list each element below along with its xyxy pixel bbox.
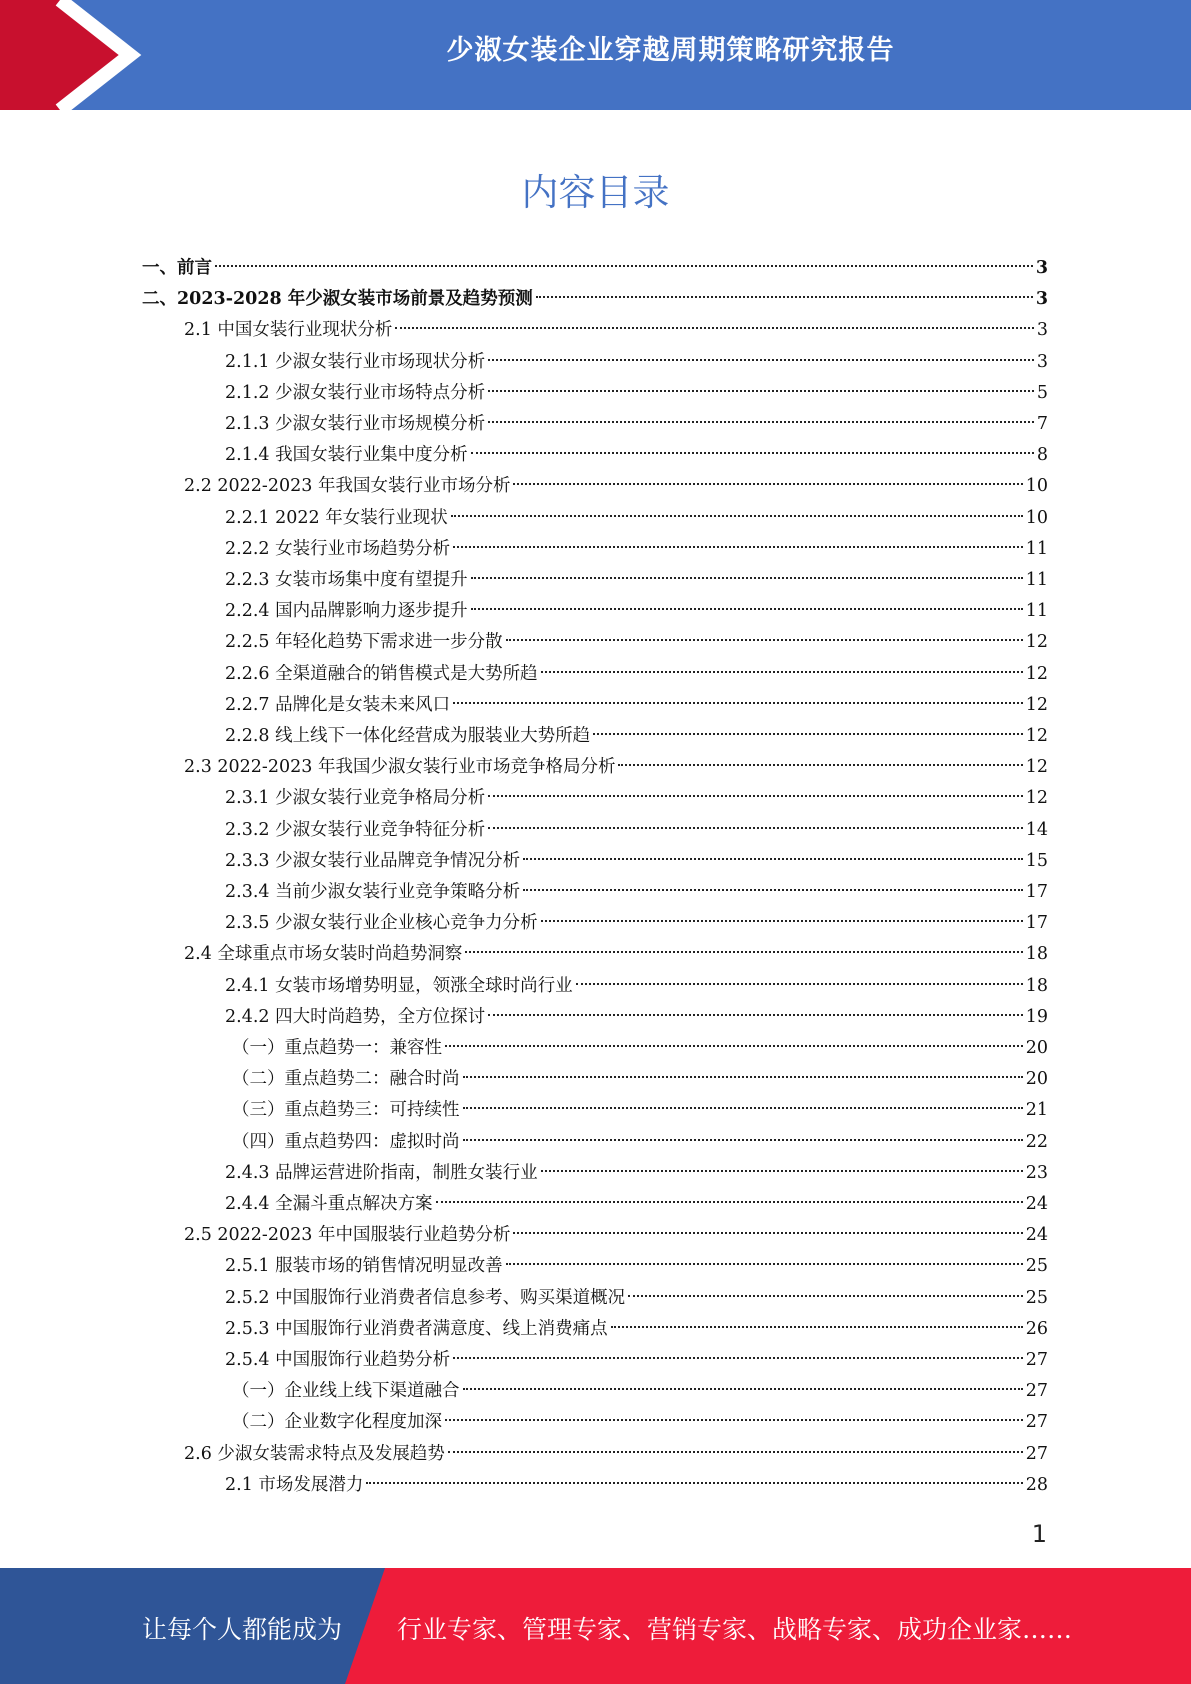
toc-entry-title: 2.1.2 少淑女装行业市场特点分析 bbox=[225, 382, 486, 403]
toc-dot-leader bbox=[488, 421, 1034, 423]
toc-entry-page: 18 bbox=[1025, 944, 1048, 965]
toc-dot-leader bbox=[445, 1419, 1023, 1421]
toc-entry-title: 2.4 全球重点市场女装时尚趋势洞察 bbox=[184, 944, 463, 965]
toc-entry[interactable] bbox=[232, 1033, 1048, 1064]
toc-entry[interactable] bbox=[225, 565, 1048, 596]
toc-entry[interactable] bbox=[225, 783, 1048, 814]
toc-entry-page: 10 bbox=[1025, 507, 1048, 528]
toc-entry-page: 5 bbox=[1036, 382, 1048, 403]
toc-dot-leader bbox=[628, 1295, 1023, 1297]
toc-dot-leader bbox=[463, 1076, 1023, 1078]
toc-entry[interactable] bbox=[225, 877, 1048, 908]
toc-dot-leader bbox=[453, 1357, 1023, 1359]
toc-entry[interactable] bbox=[225, 659, 1048, 690]
toc-entry[interactable] bbox=[184, 315, 1048, 346]
toc-entry-page: 20 bbox=[1025, 1038, 1048, 1058]
toc-dot-leader bbox=[488, 1014, 1023, 1016]
toc-entry-page: 27 bbox=[1025, 1412, 1048, 1433]
toc-entry-title: 2.4.3 品牌运营进阶指南，制胜女装行业 bbox=[225, 1162, 538, 1183]
toc-entry-title: 2.5.2 中国服饰行业消费者信息参考、购买渠道概况 bbox=[225, 1287, 626, 1308]
toc-entry[interactable] bbox=[225, 347, 1048, 378]
toc-entry[interactable] bbox=[225, 1189, 1048, 1220]
toc-entry-title: 2.4.1 女装市场增势明显，领涨全球时尚行业 bbox=[225, 975, 573, 996]
toc-entry-title: 2.3.4 当前少淑女装行业竞争策略分析 bbox=[225, 882, 521, 902]
toc-entry[interactable] bbox=[232, 1376, 1048, 1407]
toc-dot-leader bbox=[541, 1170, 1023, 1172]
toc-entry-page: 26 bbox=[1025, 1318, 1048, 1339]
toc-entry-page: 17 bbox=[1025, 882, 1048, 902]
toc-entry-page: 3 bbox=[1035, 258, 1048, 278]
toc-entry-title: 2.4.2 四大时尚趋势，全方位探讨 bbox=[225, 1006, 486, 1027]
toc-entry-title: 2.3 2022-2023 年我国少淑女装行业市场竞争格局分析 bbox=[184, 757, 616, 778]
toc-entry-title: 2.2.1 2022 年女装行业现状 bbox=[225, 507, 448, 528]
toc-entry-title: 2.4.4 全漏斗重点解决方案 bbox=[225, 1194, 433, 1214]
toc-entry[interactable] bbox=[184, 1439, 1048, 1470]
toc-entry-title: 2.2.4 国内品牌影响力逐步提升 bbox=[225, 601, 468, 622]
toc-dot-leader bbox=[541, 920, 1023, 922]
toc-entry-title: 2.5.4 中国服饰行业趋势分析 bbox=[225, 1350, 451, 1370]
toc-entry[interactable] bbox=[225, 627, 1048, 658]
toc-entry-page: 27 bbox=[1025, 1381, 1048, 1402]
toc-entry-title: 2.3.1 少淑女装行业竞争格局分析 bbox=[225, 788, 486, 809]
toc-entry[interactable] bbox=[184, 939, 1048, 970]
toc-entry-title: 2.3.2 少淑女装行业竞争特征分析 bbox=[225, 819, 486, 840]
toc-entry-page: 24 bbox=[1025, 1194, 1048, 1214]
toc-dot-leader bbox=[488, 795, 1023, 797]
toc-dot-leader bbox=[513, 483, 1022, 485]
toc-entry-title: 2.5.3 中国服饰行业消费者满意度、线上消费痛点 bbox=[225, 1318, 608, 1339]
toc-entry-title: （一）企业线上线下渠道融合 bbox=[232, 1381, 460, 1402]
toc-entry[interactable] bbox=[225, 1470, 1048, 1501]
toc-dot-leader bbox=[513, 1232, 1022, 1234]
toc-entry-page: 14 bbox=[1025, 819, 1048, 840]
toc-dot-leader bbox=[523, 889, 1023, 891]
toc-dot-leader bbox=[463, 1107, 1023, 1109]
toc-entry[interactable] bbox=[225, 440, 1048, 471]
toc-entry[interactable] bbox=[225, 596, 1048, 627]
toc-entry-title: 2.1.3 少淑女装行业市场规模分析 bbox=[225, 414, 486, 434]
toc-entry-title: 2.1 市场发展潜力 bbox=[225, 1474, 364, 1495]
toc-entry-page: 22 bbox=[1025, 1131, 1048, 1152]
toc-entry-title: 2.2.7 品牌化是女装未来风口 bbox=[225, 694, 451, 715]
toc-entry[interactable] bbox=[184, 471, 1048, 502]
footer-slogan-right: 行业专家、管理专家、营销专家、战略专家、成功企业家…… bbox=[397, 1615, 1073, 1644]
toc-entry-title: 2.2.2 女装行业市场趋势分析 bbox=[225, 538, 451, 559]
toc-dot-leader bbox=[471, 608, 1023, 610]
toc-entry[interactable] bbox=[225, 534, 1048, 565]
toc-dot-leader bbox=[463, 1388, 1023, 1390]
toc-entry-title: 2.5 2022-2023 年中国服装行业趋势分析 bbox=[184, 1225, 511, 1246]
page-header bbox=[0, 0, 1191, 110]
toc-entry[interactable] bbox=[225, 1158, 1048, 1189]
toc-entry-title: 2.2.5 年轻化趋势下需求进一步分散 bbox=[225, 632, 503, 653]
toc-entry[interactable] bbox=[225, 1283, 1048, 1314]
toc-dot-leader bbox=[465, 951, 1022, 953]
toc-entry-page: 18 bbox=[1025, 975, 1048, 996]
toc-entry-page: 20 bbox=[1025, 1069, 1048, 1090]
toc-entry-page: 11 bbox=[1025, 538, 1048, 559]
toc-entry[interactable] bbox=[225, 908, 1048, 939]
toc-entry[interactable] bbox=[225, 503, 1048, 534]
toc-entry[interactable] bbox=[225, 1002, 1048, 1033]
toc-dot-leader bbox=[523, 858, 1023, 860]
toc-entry-page: 3 bbox=[1036, 351, 1048, 372]
toc-dot-leader bbox=[576, 983, 1023, 985]
footer-slogan-left: 让每个人都能成为 bbox=[142, 1615, 343, 1644]
toc-dot-leader bbox=[215, 265, 1033, 267]
toc-entry-title: 2.2 2022-2023 年我国女装行业市场分析 bbox=[184, 476, 511, 497]
toc-entry[interactable] bbox=[232, 1407, 1048, 1438]
toc-dot-leader bbox=[488, 359, 1034, 361]
toc-entry-page: 17 bbox=[1025, 913, 1048, 934]
toc-entry-page: 12 bbox=[1025, 757, 1048, 778]
toc-entry[interactable] bbox=[225, 815, 1048, 846]
toc-entry[interactable] bbox=[225, 846, 1048, 877]
toc-entry-title: 2.1.4 我国女装行业集中度分析 bbox=[225, 445, 468, 466]
toc-dot-leader bbox=[506, 1263, 1023, 1265]
toc-entry-title: 2.2.6 全渠道融合的销售模式是大势所趋 bbox=[225, 663, 538, 684]
toc-entry-page: 11 bbox=[1025, 601, 1048, 622]
toc-entry-page: 27 bbox=[1025, 1350, 1048, 1370]
toc-dot-leader bbox=[471, 577, 1023, 579]
toc-dot-leader bbox=[611, 1326, 1023, 1328]
toc-entry[interactable] bbox=[225, 1251, 1048, 1282]
toc-entry-page: 3 bbox=[1036, 320, 1048, 341]
toc-entry-title: 2.1 中国女装行业现状分析 bbox=[184, 320, 393, 341]
toc-entry-page: 27 bbox=[1025, 1443, 1048, 1464]
toc-entry[interactable] bbox=[225, 1314, 1048, 1345]
toc-entry-page: 15 bbox=[1025, 850, 1048, 871]
toc-entry-title: 2.2.3 女装市场集中度有望提升 bbox=[225, 570, 468, 590]
toc-dot-leader bbox=[541, 671, 1023, 673]
toc-dot-leader bbox=[463, 1139, 1023, 1141]
toc-dot-leader bbox=[593, 733, 1023, 735]
toc-entry[interactable] bbox=[225, 378, 1048, 409]
toc-entry-title: 2.3.3 少淑女装行业品牌竞争情况分析 bbox=[225, 850, 521, 871]
page-number: 1 bbox=[1031, 1520, 1047, 1548]
toc-entry-page: 25 bbox=[1025, 1287, 1048, 1308]
toc-heading: 内容目录 bbox=[521, 171, 670, 214]
toc-dot-leader bbox=[453, 546, 1023, 548]
toc-dot-leader bbox=[488, 390, 1034, 392]
toc-entry[interactable] bbox=[142, 284, 1048, 315]
toc-entry-page: 19 bbox=[1025, 1006, 1048, 1027]
toc-entry-page: 12 bbox=[1025, 694, 1048, 715]
toc-entry-page: 12 bbox=[1025, 632, 1048, 653]
toc-entry-title: （三）重点趋势三：可持续性 bbox=[232, 1100, 460, 1121]
toc-entry-page: 8 bbox=[1036, 445, 1048, 466]
toc-entry-page: 7 bbox=[1036, 414, 1048, 434]
toc-entry-title: 二、2023-2028 年少淑女装市场前景及趋势预测 bbox=[142, 289, 533, 310]
toc-entry[interactable] bbox=[232, 1064, 1048, 1095]
toc-entry-title: （二）重点趋势二：融合时尚 bbox=[232, 1069, 460, 1090]
toc-entry-page: 10 bbox=[1025, 476, 1048, 497]
toc-dot-leader bbox=[448, 1451, 1023, 1453]
toc-entry-page: 25 bbox=[1025, 1256, 1048, 1277]
toc-entry[interactable] bbox=[232, 1127, 1048, 1158]
toc-entry[interactable] bbox=[142, 253, 1048, 284]
toc-entry[interactable] bbox=[184, 1220, 1048, 1251]
toc-entry-title: （四）重点趋势四：虚拟时尚 bbox=[232, 1131, 460, 1152]
toc-entry-title: 2.1.1 少淑女装行业市场现状分析 bbox=[225, 351, 486, 372]
toc-entry[interactable] bbox=[225, 690, 1048, 721]
toc-entry[interactable] bbox=[225, 971, 1048, 1002]
toc-dot-leader bbox=[506, 639, 1023, 641]
toc-entry-page: 12 bbox=[1025, 726, 1048, 746]
toc-entry[interactable] bbox=[225, 409, 1048, 440]
toc-entry-page: 12 bbox=[1025, 788, 1048, 809]
toc-entry-title: 2.2.8 线上线下一体化经营成为服装业大势所趋 bbox=[225, 726, 591, 746]
toc-entry-title: （一）重点趋势一：兼容性 bbox=[232, 1038, 442, 1058]
toc-entry-page: 11 bbox=[1025, 570, 1048, 590]
report-title: 少淑女装企业穿越周期策略研究报告 bbox=[446, 35, 895, 66]
toc-dot-leader bbox=[395, 327, 1033, 329]
toc-entry[interactable] bbox=[225, 1345, 1048, 1376]
toc-dot-leader bbox=[453, 702, 1023, 704]
toc-dot-leader bbox=[536, 296, 1033, 298]
toc-entry[interactable] bbox=[225, 721, 1048, 752]
toc-entry[interactable] bbox=[232, 1095, 1048, 1126]
toc-entry-page: 23 bbox=[1025, 1162, 1048, 1183]
toc-dot-leader bbox=[451, 515, 1023, 517]
toc-entry-title: （二）企业数字化程度加深 bbox=[232, 1412, 442, 1433]
toc-dot-leader bbox=[436, 1201, 1023, 1203]
toc-entry-page: 21 bbox=[1025, 1100, 1048, 1121]
toc-dot-leader bbox=[445, 1045, 1023, 1047]
toc-dot-leader bbox=[471, 452, 1034, 454]
toc-dot-leader bbox=[366, 1482, 1022, 1484]
toc-entry-title: 一、前言 bbox=[142, 258, 212, 278]
toc-entry-page: 3 bbox=[1035, 289, 1048, 310]
toc-entry-title: 2.5.1 服装市场的销售情况明显改善 bbox=[225, 1256, 503, 1277]
toc-dot-leader bbox=[618, 764, 1022, 766]
toc-dot-leader bbox=[488, 827, 1023, 829]
toc-entry-title: 2.3.5 少淑女装行业企业核心竞争力分析 bbox=[225, 913, 538, 934]
toc-entry-title: 2.6 少淑女装需求特点及发展趋势 bbox=[184, 1443, 445, 1464]
toc-entry-page: 28 bbox=[1025, 1474, 1048, 1495]
toc-entry-page: 12 bbox=[1025, 663, 1048, 684]
page-footer bbox=[0, 1568, 1191, 1684]
toc-entry-page: 24 bbox=[1025, 1225, 1048, 1246]
toc-entry[interactable] bbox=[184, 752, 1048, 783]
